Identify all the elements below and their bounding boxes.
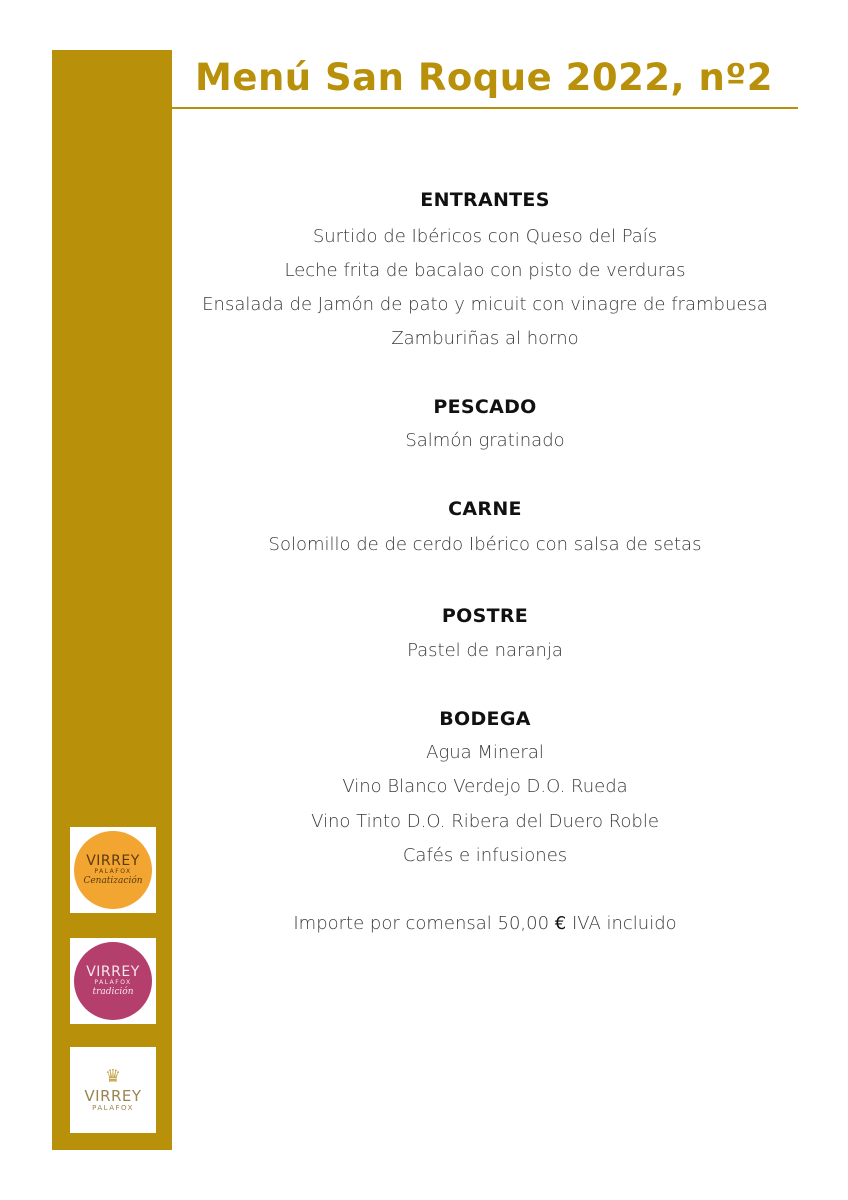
section-heading-pescado: PESCADO <box>433 396 537 418</box>
euro-symbol: € <box>554 913 567 934</box>
logo-sub: PALAFOX <box>94 979 132 986</box>
menu-item: Salmón gratinado <box>405 430 565 451</box>
logo-circle-purple <box>74 942 152 1020</box>
logo-name: VIRREY <box>86 853 140 869</box>
logo-name: VIRREY <box>84 1087 142 1105</box>
menu-item: Vino Tinto D.O. Ribera del Duero Roble <box>311 811 659 832</box>
section-heading-postre: POSTRE <box>441 605 529 627</box>
menu-item: Zamburiñas al horno <box>391 328 579 349</box>
price-line <box>172 913 798 934</box>
logo-virrey-palafox-cenatizacion <box>70 827 156 913</box>
page-title: Menú San Roque 2022, nº2 <box>195 56 773 99</box>
menu-item: Ensalada de Jamón de pato y micuit con vinagre de frambuesa <box>202 294 768 315</box>
section-heading-bodega: BODEGA <box>439 708 531 730</box>
logo-virrey-palafox <box>70 1047 156 1133</box>
price-suffix: IVA incluido <box>571 913 677 934</box>
title-divider <box>172 107 798 109</box>
crown-icon: ♛ <box>104 1066 122 1087</box>
menu-item: Leche frita de bacalao con pisto de verduras <box>284 260 686 281</box>
logo-script: tradición <box>92 987 134 997</box>
price-prefix: Importe por comensal 50,00 <box>293 913 550 934</box>
menu-item: Surtido de Ibéricos con Queso del País <box>312 226 658 247</box>
menu-item: Pastel de naranja <box>407 640 563 661</box>
menu-item: Vino Blanco Verdejo D.O. Rueda <box>342 776 628 797</box>
logo-script: Cenatización <box>83 876 143 886</box>
logo-sub: PALAFOX <box>92 1104 134 1112</box>
menu-item: Solomillo de de cerdo Ibérico con salsa de setas <box>268 534 702 555</box>
logo-circle-orange <box>74 831 152 909</box>
menu-item: Cafés e infusiones <box>402 845 568 866</box>
logo-sub: PALAFOX <box>94 868 132 875</box>
menu-item: Agua Mineral <box>426 742 544 763</box>
logo-name: VIRREY <box>86 964 140 980</box>
logo-virrey-palafox-tradicion <box>70 938 156 1024</box>
logo-plain <box>84 1068 141 1112</box>
section-heading-entrantes: ENTRANTES <box>420 189 550 211</box>
section-heading-carne: CARNE <box>448 498 522 520</box>
